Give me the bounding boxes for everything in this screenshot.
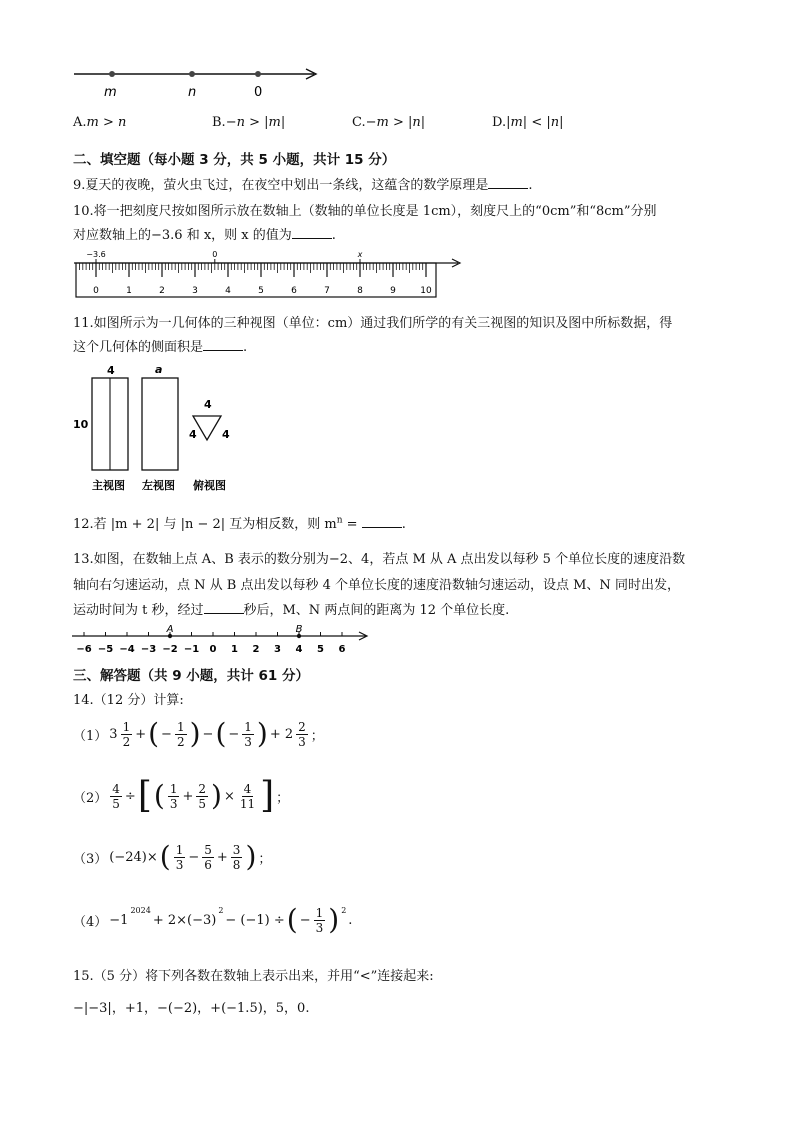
top-view-right-label: 4 <box>222 428 230 441</box>
q8-label-0: 0 <box>254 85 263 100</box>
q15-line1: 15.（5 分）将下列各数在数轴上表示出来，并用“<”连接起来: <box>73 969 434 984</box>
section3-title: 三、解答题（共 9 小题，共计 61 分） <box>73 668 309 684</box>
q13-line2: 轴向右匀速运动，点 N 从 B 点出发以每秒 4 个单位长度的速度沿数轴匀速运动，设点 M、N 同时出发， <box>73 578 680 593</box>
q10-ruler-number: 4 <box>225 286 231 296</box>
q9-answer-blank[interactable] <box>488 177 528 189</box>
q10-ruler-number: 7 <box>324 286 330 296</box>
q13-axis-number: −3 <box>140 644 157 655</box>
q14-part2: （2） $\frac{4}{5}$ ÷ [ ( $\frac{1}{3}$ + $\frac{2}{5}$ ) × $\frac{4}{11}$ ] ； <box>73 775 290 816</box>
q12-answer-blank[interactable] <box>362 516 402 528</box>
q10-answer-blank[interactable] <box>292 227 332 239</box>
q10-ruler-number: 3 <box>192 286 198 296</box>
q11-line1: 11.如图所示为一几何体的三种视图（单位：cm）通过我们所学的有关三视图的知识及图中所标数据，得 <box>73 316 673 331</box>
q13-number-line <box>70 622 370 658</box>
q10-ruler-figure <box>74 246 466 300</box>
left-view <box>142 378 178 470</box>
q14-head: 14.（12 分）计算: <box>73 693 184 708</box>
q8-label-n: n <box>188 85 197 100</box>
q13-axis-number: 3 <box>274 644 281 655</box>
q13-axis-number: −2 <box>162 644 178 655</box>
q10-ruler-number: 10 <box>420 286 432 296</box>
caption-front: 主视图 <box>92 479 125 492</box>
top-view-top-label: 4 <box>204 398 212 411</box>
q10-line1: 10.将一把刻度尺按如图所示放在数轴上（数轴的单位长度是 1cm），刻度尺上的“0cm”和“8cm”分别 <box>73 204 657 219</box>
q10-ruler-number: 0 <box>93 286 99 296</box>
q10-ruler-number: 2 <box>159 286 165 296</box>
q8-option-c[interactable]: C.−m > |n| <box>352 115 426 130</box>
top-view <box>193 416 221 440</box>
q10-line2: 对应数轴上的−3.6 和 x，则 x 的值为 . <box>73 228 336 243</box>
front-view-top-label: 4 <box>107 364 115 377</box>
q8-option-b[interactable]: B.−n > |m| <box>212 115 286 130</box>
q9: 9.夏天的夜晚，萤火虫飞过，在夜空中划出一条线，这蕴含的数学原理是 . <box>73 178 533 193</box>
q13-axis-number: −5 <box>97 644 114 655</box>
q8-label-m: m <box>104 85 117 100</box>
q8-point-0 <box>255 71 261 77</box>
q13-axis-number: 1 <box>231 644 238 655</box>
q8-option-a[interactable]: A.m > n <box>73 115 127 130</box>
q13-axis-number: −1 <box>183 644 200 655</box>
q13-axis-number: −4 <box>119 644 135 655</box>
q8-point-m <box>109 71 115 77</box>
q11-answer-blank[interactable] <box>203 339 243 351</box>
front-view-side-label: 10 <box>73 418 89 431</box>
q13-label-b: B <box>295 624 303 635</box>
q15-line2: −|−3|，+1，−(−2)，+(−1.5)，5，0. <box>73 1001 310 1016</box>
q8-option-d[interactable]: D.|m| < |n| <box>492 115 564 130</box>
q13-axis-number: 0 <box>209 644 217 655</box>
q14-part3: （3） (−24)× ( $\frac{1}{3}$ − $\frac{5}{6}$ + $\frac{3}{8}$ ) ； <box>73 840 272 873</box>
caption-top: 俯视图 <box>193 479 226 492</box>
q12: 12.若 |m + 2| 与 |n − 2| 互为相反数，则 $m^n$ = . <box>73 515 406 532</box>
q10-axis-label: 0 <box>212 250 218 259</box>
top-view-left-label: 4 <box>189 428 197 441</box>
q10-ruler-number: 1 <box>126 286 132 296</box>
q11-three-views <box>70 362 250 494</box>
q13-answer-blank[interactable] <box>204 602 244 614</box>
q8-point-n <box>189 71 195 77</box>
left-view-top-label: a <box>155 363 163 376</box>
q13-label-a: A <box>166 624 174 635</box>
q13-axis-number: −6 <box>76 644 92 655</box>
q8-number-line <box>70 62 330 102</box>
q10-axis-label: −3.6 <box>86 250 106 259</box>
section2-title: 二、填空题（每小题 3 分，共 5 小题，共计 15 分） <box>73 152 396 168</box>
q14-part4: （4） −1 $^{2024}$ + 2×(−3) $^2$ − (−1) ÷ ( − $\frac{1}{3}$ ) $^2$ . <box>73 903 353 936</box>
q13-axis-number: 5 <box>317 644 324 655</box>
q13-axis-number: 2 <box>252 644 260 655</box>
q11-line2: 这个几何体的侧面积是 . <box>73 340 248 355</box>
q10-ruler-number: 8 <box>357 286 363 296</box>
q13-axis-number: 4 <box>295 644 303 655</box>
q13-line1: 13.如图，在数轴上点 A、B 表示的数分别为−2、4，若点 M 从 A 点出发以每秒 5 个单位长度的速度沿数 <box>73 552 686 567</box>
caption-left: 左视图 <box>142 479 175 492</box>
q10-ruler-number: 5 <box>258 286 264 296</box>
q13-axis-number: 6 <box>338 644 346 655</box>
q10-ruler-number: 6 <box>291 286 297 296</box>
q13-line3: 运动时间为 t 秒，经过 秒后，M、N 两点间的距离为 12 个单位长度. <box>73 603 510 618</box>
q10-axis-label: x <box>357 250 363 259</box>
q10-ruler-number: 9 <box>390 286 396 296</box>
q14-part1: （1） 3 $\frac{1}{2}$ + ( − $\frac{1}{2}$ ) − ( − $\frac{1}{3}$ ) + 2 $\frac{2}{3}$ ； <box>73 717 324 750</box>
